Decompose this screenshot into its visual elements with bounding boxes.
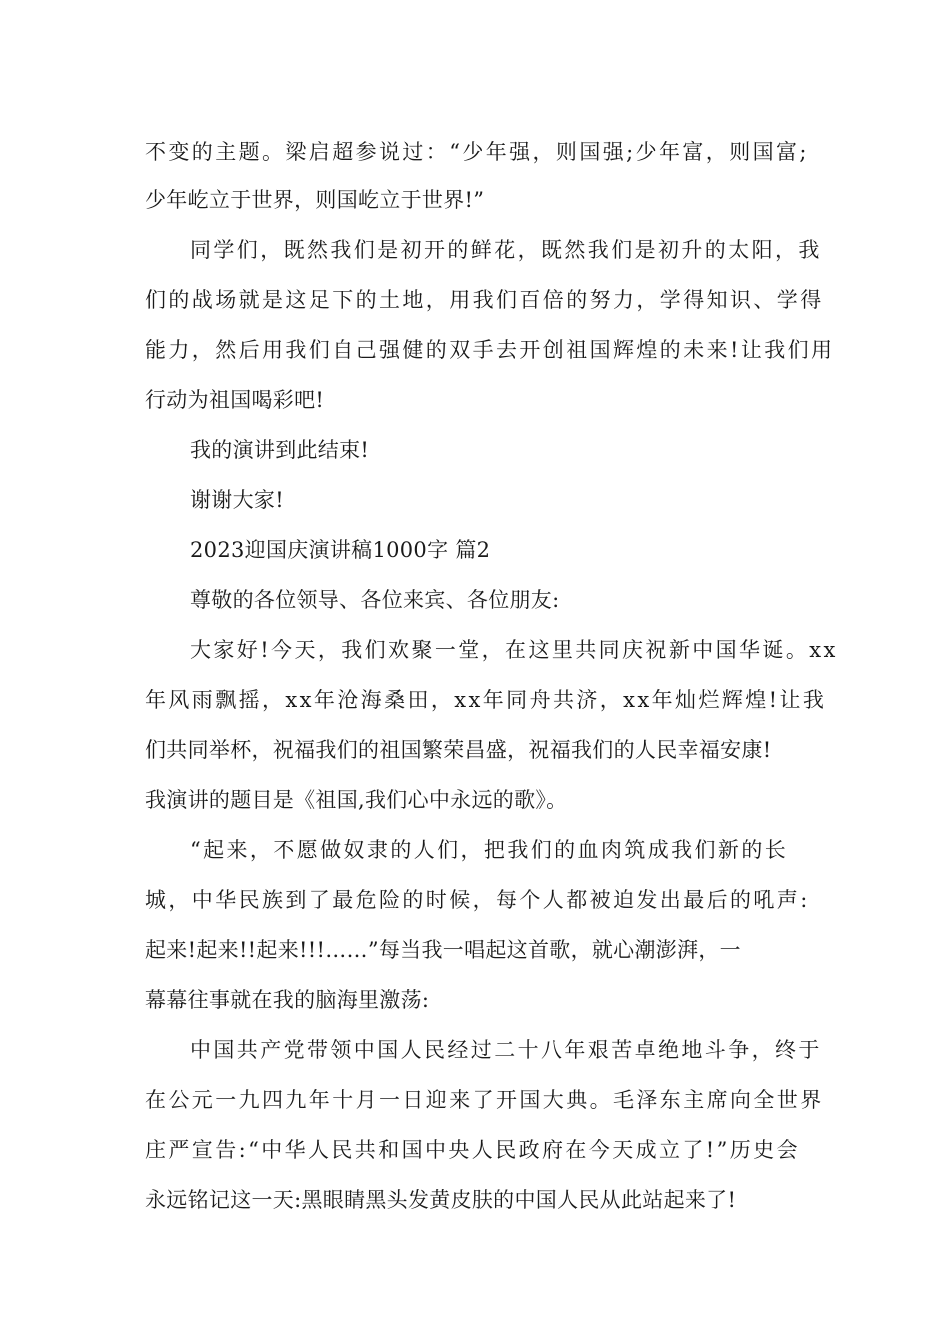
text-line: 永远铭记这一天:黑眼睛黑头发黄皮肤的中国人民从此站起来了! <box>145 1188 737 1212</box>
paragraph-start: “起来，不愿做奴隶的人们，把我们的血肉筑成我们新的长 <box>190 838 789 862</box>
text-line: 能力，然后用我们自己强健的双手去开创祖国辉煌的未来!让我们用 <box>145 338 835 362</box>
text-line: 少年屹立于世界，则国屹立于世界!” <box>145 188 485 212</box>
text-line: 幕幕往事就在我的脑海里激荡: <box>145 988 430 1012</box>
text-line: 我演讲的题目是《祖国,我们心中永远的歌》。 <box>145 788 568 812</box>
paragraph-start: 我的演讲到此结束! <box>190 438 370 462</box>
text-line: 城，中华民族到了最危险的时候，每个人都被迫发出最后的吼声: <box>145 888 810 912</box>
text-line: 在公元一九四九年十月一日迎来了开国大典。毛泽东主席向全世界 <box>145 1088 824 1112</box>
text-line: 不变的主题。梁启超参说过：“少年强，则国强;少年富，则国富; <box>145 140 809 164</box>
text-line: 们共同举杯，祝福我们的祖国繁荣昌盛，祝福我们的人民幸福安康! <box>145 738 772 762</box>
paragraph-start: 中国共产党带领中国人民经过二十八年艰苦卓绝地斗争，终于 <box>190 1038 822 1062</box>
section-heading: 2023迎国庆演讲稿1000字 篇2 <box>190 538 491 562</box>
paragraph-start: 谢谢大家! <box>190 488 284 512</box>
paragraph-start: 同学们，既然我们是初开的鲜花，既然我们是初升的太阳，我 <box>190 238 822 262</box>
text-line: 年风雨飘摇，xx年沧海桑田，xx年同舟共济，xx年灿烂辉煌!让我 <box>145 688 827 712</box>
text-line: 庄严宣告:“中华人民共和国中央人民政府在今天成立了!”历史会 <box>145 1138 800 1162</box>
text-line: 行动为祖国喝彩吧! <box>145 388 325 412</box>
text-line: 们的战场就是这足下的土地，用我们百倍的努力，学得知识、学得 <box>145 288 824 312</box>
paragraph-start: 大家好!今天，我们欢聚一堂，在这里共同庆祝新中国华诞。xx <box>190 638 838 662</box>
text-line: 起来!起来!!起来!!!……”每当我一唱起这首歌，就心潮澎湃，一 <box>145 938 741 962</box>
salutation: 尊敬的各位领导、各位来宾、各位朋友: <box>190 588 560 612</box>
